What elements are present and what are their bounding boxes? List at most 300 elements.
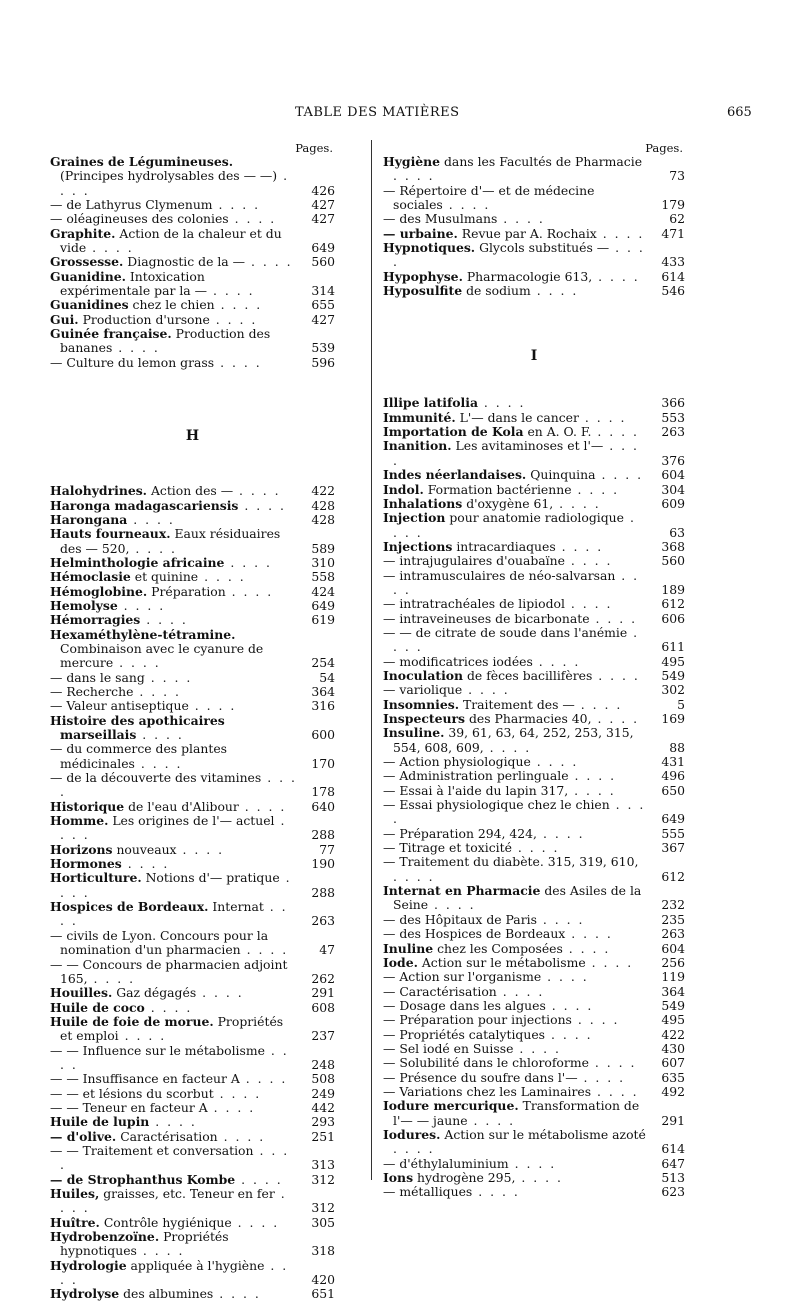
index-entry [383,726,685,755]
index-entry [50,570,335,584]
dot-leader: . . . . [596,225,645,241]
index-entry [50,298,335,312]
left-main-entries [50,484,335,1302]
index-entry [50,929,335,958]
index-entry [50,227,335,256]
entry-page-number: 596 [311,354,335,370]
entry-page-number: 560 [311,254,335,270]
index-entry [383,1157,685,1171]
entry-text: — des Hôpitaux de Paris [383,911,537,927]
index-entry [50,513,335,527]
dot-leader: . . . . [467,1112,516,1128]
entry-page-number: 649 [311,240,335,256]
dot-leader: . . . . [497,211,545,227]
entry-text: — variolique [383,682,463,698]
index-entry [383,1171,685,1185]
right-main-entries [383,396,685,1199]
entry-page-number: 442 [311,1099,335,1115]
index-entry [383,942,685,956]
dot-leader: . . . . [483,739,532,755]
index-entry [383,1042,685,1056]
dot-leader: . . . . [428,897,476,913]
entry-text: — Présence du soufre dans l'— [383,1069,578,1085]
entry-text: — des Hospices de Bordeaux [383,926,566,942]
dot-leader: . . . . [133,683,181,699]
entry-page-number: 558 [311,569,335,585]
entry-text: Eaux résiduaires des — 520, [60,526,281,556]
dot-leader: . . . . [508,1155,557,1171]
entry-page-number: 619 [311,612,335,628]
index-entry [383,999,685,1013]
dot-leader: . . . . [555,538,604,554]
entry-heading: Inhalations [383,495,463,511]
index-entry [50,613,335,627]
entry-text: — des Musulmans [383,211,498,227]
dot-leader: . . . . [113,655,161,671]
index-entry [383,1028,685,1042]
index-entry [383,970,685,984]
index-entry [50,155,335,198]
dot-leader: . . . . [117,597,166,613]
index-entry [383,468,685,482]
dot-leader: . . . . [245,254,293,270]
entry-page-number: 471 [661,225,685,241]
entry-page-number: 649 [311,597,335,613]
dot-leader: . . . . [592,667,640,683]
entry-heading: — d'olive. [50,1128,117,1144]
entry-heading: Illipe latifolia [383,395,478,411]
dot-leader: . . . . [60,1042,289,1072]
index-entry [50,1287,335,1301]
entry-heading: Huître. [50,1214,100,1230]
index-entry [383,1128,685,1157]
dot-leader: . . . . [213,1286,261,1302]
entry-page-number: 427 [311,197,335,213]
entry-page-number: 433 [661,254,685,270]
entry-text: Préparation [147,583,226,599]
left-column [50,141,335,1302]
index-entry [383,597,685,611]
index-entry [50,714,335,743]
entry-page-number: 254 [311,655,335,671]
entry-text: Formation bactérienne [423,481,572,497]
entry-page-number: 606 [661,610,685,626]
entry-text: — civils de Lyon. Concours pour la nomination d'un pharmacien [50,927,269,958]
entry-text: — Essai physiologique chez le chien [383,797,610,813]
dot-leader: . . . . [477,395,526,411]
entry-page-number: 88 [669,739,685,755]
index-entry [50,1187,335,1216]
entry-text: — — Traitement et conversation [50,1142,254,1158]
entry-text: Caractérisation [116,1128,218,1144]
dot-leader: . . . . [240,942,289,958]
entry-text: — Préparation pour injections [383,1012,572,1028]
dot-leader: . . . . [393,797,646,827]
index-entry [383,655,685,669]
entry-heading: Guanidine. [50,268,126,284]
entry-text: Combinaison avec le cyanure de mercure [60,640,264,671]
entry-text: — Caractérisation [383,983,497,999]
entry-page-number: 119 [661,969,685,985]
entry-heading: Hyposulfite [383,283,463,299]
entry-page-number: 496 [661,768,685,784]
entry-text: — — Insuffisance en facteur A [50,1071,240,1087]
entry-heading: Haronga madagascariensis [50,497,239,513]
entry-page-number: 640 [311,798,335,814]
entry-text: nouveaux [112,841,177,857]
dot-leader: . . . . [564,553,613,569]
dot-leader: . . . . [585,954,634,970]
dot-leader: . . . . [207,283,255,299]
index-entry [50,685,335,699]
entry-page-number: 302 [661,682,685,698]
index-entry [50,198,335,212]
dot-leader: . . . . [574,696,623,712]
entry-text: Gaz dégagés [112,985,197,1001]
entry-heading: Iodure mercurique. [383,1098,519,1114]
entry-page-number: 651 [311,1286,335,1302]
entry-page-number: 263 [661,424,685,440]
entry-text: intracardiaques [452,538,556,554]
entry-text: Revue par A. Rochaix [457,225,597,241]
entry-page-number: 609 [661,495,685,511]
entry-page-number: 649 [661,811,685,827]
index-entry [50,1144,335,1173]
index-entry [50,800,335,814]
index-entry [383,884,685,913]
dot-leader: . . . . [472,1184,520,1200]
index-entry [383,985,685,999]
entry-page-number: 291 [661,1112,685,1128]
dot-leader: . . . . [564,596,613,612]
entry-heading: Huiles, [50,1186,100,1201]
entry-page-number: 263 [661,926,685,942]
dot-leader: . . . . [228,211,277,227]
entry-text: — d'éthylaluminium [383,1155,509,1171]
index-entry [50,212,335,226]
dot-leader: . . . . [112,340,160,356]
dot-leader: . . . . [176,841,225,857]
entry-page-number: 170 [311,755,335,771]
entry-text: de sodium [462,283,531,299]
dot-leader: . . . . [591,1083,639,1099]
dot-leader: . . . . [214,297,263,313]
dot-leader: . . . . [127,511,175,527]
entry-text: — — Teneur en facteur A [50,1099,208,1115]
entry-text: — de Lathyrus Clymenum [50,197,213,213]
index-entry [383,396,685,410]
entry-text: des albumines [119,1286,214,1302]
entry-text: — Action sur l'organisme [383,969,542,985]
entry-page-number: 62 [669,211,685,227]
dot-leader: . . . . [589,610,638,626]
entry-text: appliquée à l'hygiène [126,1257,265,1273]
entry-heading: Hospices de Bordeaux. [50,899,209,915]
index-entry [383,284,685,298]
index-entry [50,1115,335,1129]
index-entry [383,683,685,697]
entry-heading: Hémoclasie [50,569,131,585]
entry-page-number: 623 [661,1184,685,1200]
entry-text: Notions d'— pratique [141,870,280,886]
entry-page-number: 600 [311,727,335,742]
index-entry [50,958,335,987]
entry-heading: Inanition. [383,438,452,454]
entry-page-number: 169 [661,711,685,726]
dot-leader: . . . . [238,798,287,814]
entry-text: — Répertoire d'— et de médecine sociales [383,182,595,213]
section-letter-h: H [185,428,200,445]
entry-text: — — et lésions du scorbut [50,1085,214,1101]
dot-leader: . . . . [235,1171,283,1187]
entry-heading: Inspecteurs [383,711,465,726]
dot-leader: . . . . [144,999,193,1015]
index-entry [383,855,685,884]
index-entry [383,227,685,241]
entry-heading: Insomnies. [383,696,460,712]
entry-text: des Asiles de la Seine [393,883,642,913]
entry-text: — Essai à l'aide du lapin 317, [383,782,569,798]
entry-page-number: 604 [661,467,685,483]
index-entry [50,742,335,771]
entry-heading: Guinée française. [50,326,172,342]
entry-heading: Hypophyse. [383,268,463,284]
entry-page-number: 367 [661,840,685,856]
dot-leader: . . . . [214,354,262,370]
entry-text: Transformation de l'— — jaune [393,1098,640,1128]
entry-page-number: 422 [661,1026,685,1042]
entry-text: dans les Facultés de Pharmacie [440,154,643,169]
entry-heading: Insuline. [383,725,445,741]
entry-text: — Dosage dans les algues [383,997,546,1013]
dot-leader: . . . . [393,168,435,184]
entry-page-number: 422 [311,483,335,499]
index-entry [383,155,685,184]
dot-leader: . . . . [591,424,639,440]
dot-leader: . . . . [196,985,244,1001]
entry-text: hydrogène 295, [413,1170,516,1185]
entry-page-number: 237 [311,1028,335,1044]
entry-page-number: 262 [311,970,335,986]
entry-page-number: 495 [661,653,685,669]
entry-text: chez les Composées [433,940,563,956]
dot-leader: . . . . [541,969,589,985]
entry-heading: Immunité. [383,409,456,425]
entry-text: Les origines de l'— actuel [108,813,275,829]
dot-leader: . . . . [571,1012,620,1028]
entry-text: — Traitement du diabète. 315, 319, 610, [383,854,639,870]
dot-leader: . . . . [513,1040,561,1056]
dot-leader: . . . . [198,569,246,585]
entry-heading: Horizons [50,841,113,857]
index-entry [383,626,685,655]
dot-leader: . . . . [591,711,640,726]
entry-page-number: 604 [661,940,685,956]
entry-heading: Importation de Kola [383,424,524,440]
entry-page-number: 293 [311,1114,335,1130]
dot-leader: . . . . [532,653,581,669]
entry-text: Action sur le métabolisme [417,954,586,970]
entry-text: — du commerce des plantes médicinales [50,741,228,771]
dot-leader: . . . . [545,1026,593,1042]
entry-text: — Préparation 294, 424, [383,825,537,841]
entry-page-number: 256 [661,954,685,970]
index-entry [50,599,335,613]
entry-text: — métalliques [383,1184,473,1200]
entry-page-number: 424 [311,583,335,599]
entry-heading: Hydrologie [50,1257,127,1273]
entry-page-number: 614 [661,268,685,284]
entry-heading: — urbaine. [383,225,458,241]
dot-leader: . . . . [86,240,134,256]
index-entry [383,483,685,497]
entry-heading: Hydrolyse [50,1286,120,1302]
index-entry [383,554,685,568]
column-divider [371,140,372,1180]
section-letter-i: I [530,348,538,365]
page-header [0,105,800,125]
index-entry [383,212,685,226]
dot-leader: . . . . [536,911,585,927]
entry-page-number: 63 [669,524,685,540]
entry-text: — Recherche [50,683,134,699]
dot-leader: . . . . [530,283,579,299]
index-entry [50,499,335,513]
entry-heading: Indes néerlandaises. [383,467,527,483]
index-entry [50,699,335,713]
entry-text: Action de la chaleur et du vide [60,225,282,256]
entry-heading: Guanidines [50,297,129,313]
index-entry [50,484,335,498]
entry-heading: Hormones [50,856,122,872]
index-entry [383,798,685,827]
entry-text: Pharmacologie 613, [462,268,593,284]
dot-leader: . . . . [60,1186,287,1216]
entry-text: — de la découverte des vitamines [50,770,262,786]
entry-page-number: 316 [311,698,335,714]
entry-heading: Iodures. [383,1126,441,1142]
entry-page-number: 77 [319,841,335,857]
entry-text: Internat [208,899,264,915]
index-entry [383,712,685,726]
dot-leader: . . . . [545,997,594,1013]
dot-leader: . . . . [225,583,274,599]
index-entry [50,771,335,800]
index-entry [383,841,685,855]
entry-text: Diagnostic de la — [123,254,246,270]
entry-page-number: 314 [311,283,335,299]
index-entry [383,497,685,511]
entry-heading: Hémorragies [50,612,141,628]
dot-leader: . . . . [60,168,290,198]
dot-leader: . . . . [393,1141,435,1157]
entry-page-number: 291 [311,985,335,1001]
entry-text: Action des — [147,483,234,499]
entry-heading: Horticulture. [50,870,142,886]
entry-text: Quinquina [526,467,596,483]
pages-label: Pages. [295,141,333,155]
index-entry [50,1015,335,1044]
entry-text: — Titrage et toxicité [383,840,512,856]
index-entry [50,857,335,871]
entry-text: — intraveineuses de bicarbonate [383,610,590,626]
dot-leader: . . . . [134,755,183,771]
entry-page-number: 428 [311,497,335,513]
right-top-entries [383,155,685,298]
entry-text: 39, 61, 63, 64, 252, 253, 315, 554, 608, 609, [393,725,634,755]
entry-text: — Propriétés catalytiques [383,1026,546,1042]
dot-leader: . . . . [578,409,627,425]
page-number: 665 [727,105,752,120]
entry-page-number: 263 [311,913,335,929]
dot-leader: . . . . [393,240,645,270]
entry-heading: Huile de foie de morue. [50,1013,214,1029]
dot-leader: . . . . [238,497,286,513]
entry-page-number: 431 [661,754,685,770]
entry-heading: Hydrobenzoïne. [50,1229,160,1245]
index-entry [50,1173,335,1187]
dot-leader: . . . . [588,1055,637,1071]
dot-leader: . . . . [393,567,640,597]
entry-page-number: 539 [311,340,335,356]
index-entry [383,184,685,213]
index-entry [383,1085,685,1099]
entry-heading: Homme. [50,813,109,829]
index-entry [50,1216,335,1230]
entry-page-number: 513 [661,1170,685,1185]
entry-heading: Graphite. [50,225,116,241]
entry-page-number: 368 [661,538,685,554]
entry-text: — — Influence sur le métabolisme [50,1042,265,1058]
entry-heading: Graines de Légumineuses. [50,154,234,169]
entry-page-number: 47 [319,942,335,958]
dot-leader: . . . . [207,1099,256,1115]
entry-heading: Harongana [50,511,128,527]
dot-leader: . . . . [239,1071,288,1087]
entry-page-number: 546 [661,283,685,299]
dot-leader: . . . . [511,840,560,856]
entry-text: Glycols substitués — [475,240,610,256]
entry-heading: Injections [383,538,453,554]
index-entry [50,313,335,327]
entry-page-number: 312 [311,1171,335,1187]
dot-leader: . . . . [87,970,136,986]
entry-page-number: 248 [311,1056,335,1072]
index-entry [50,1001,335,1015]
entry-text: graisses, etc. Teneur en fer [99,1186,275,1201]
dot-leader: . . . . [442,197,491,213]
entry-text: de fèces bacillifères [463,667,593,683]
dot-leader: . . . . [188,698,237,714]
left-top-entries [50,155,335,370]
index-entry [50,814,335,843]
entry-heading: Hémoglobine. [50,583,148,599]
entry-text: — intratrachéales de lipiodol [383,596,565,612]
entry-text: — dans le sang [50,669,145,685]
entry-page-number: 428 [311,511,335,527]
entry-page-number: 420 [311,1272,335,1288]
entry-text: des Pharmacies 40, [465,711,592,726]
dot-leader: . . . . [60,870,292,900]
entry-page-number: 249 [311,1085,335,1101]
index-entry [383,241,685,270]
entry-heading: Hypnotiques. [383,240,476,256]
entry-page-number: 288 [311,884,335,900]
entry-text: de l'eau d'Alibour [124,798,239,814]
index-entry [50,270,335,299]
dot-leader: . . . . [60,1142,290,1173]
index-entry [383,669,685,683]
